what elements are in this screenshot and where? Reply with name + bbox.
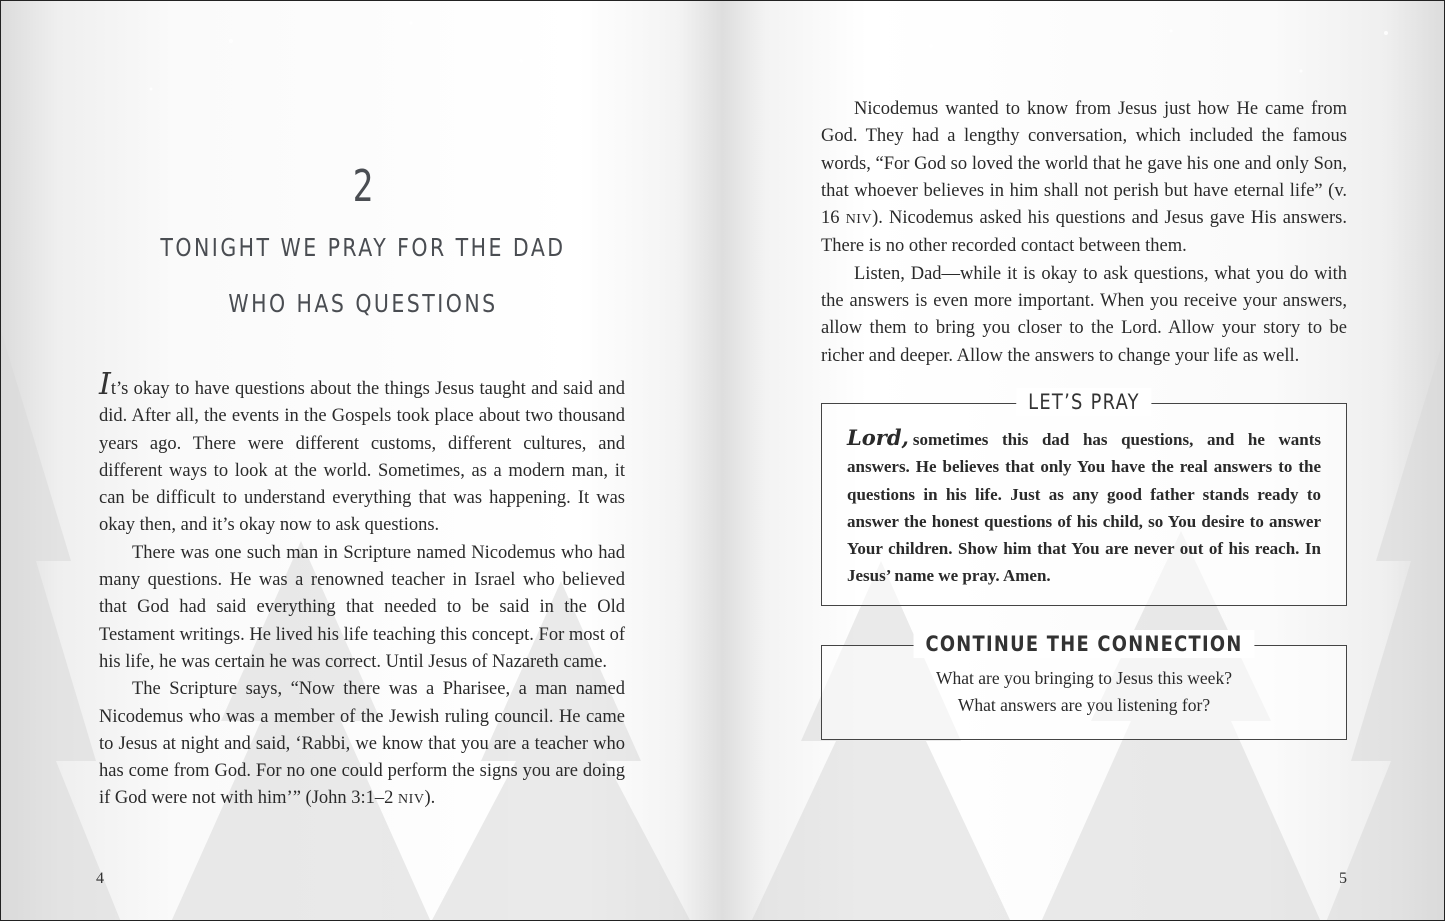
chapter-title-line-1: TONIGHT WE PRAY FOR THE DAD: [160, 233, 566, 262]
connection-question-2: What answers are you listening for?: [957, 695, 1211, 715]
paragraph-3-end: ).: [424, 788, 436, 809]
paragraph-1-text: t’s okay to have questions about the things Jesus taught and said and did. After all, the events in the Gospels took place about two thousand years ago. There were different customs, different cultures, and different ways to look at the world. Sometimes, as a modern man, it can be difficult to understand everything that was happening. It was okay then, and it’s okay now to ask questions.: [99, 379, 625, 536]
paragraph-1: [99, 367, 625, 540]
page-number-right: 5: [1339, 870, 1347, 887]
paragraph-3-text: The Scripture says, “Now there was a Pharisee, a man named Nicodemus who was a member of the Jewish ruling council. He came to Jesus at night and said, ‘Rabbi, we know that you are a teacher who has come from God. For no one could perform the signs you are doing if God were not with him’” (John 3:1–2: [99, 679, 625, 809]
page-number-left: 4: [96, 870, 104, 887]
paragraph-2: There was one such man in Scripture named Nicodemus who had many questions. He was a renowned teacher in Israel who believed that God had said everything that needed to be said in the Old Testament writings. He lived his life teaching this concept. For most of his life, he was certain he was correct. Until Jesus of Nazareth came.: [99, 542, 625, 672]
prayer-body: sometimes this dad has questions, and he wants answers. He believes that only You have the real answers to the questions in his life. Just as any good father stands ready to answer the honest questions of his child, so You desire to answer Your children. Show him that You are never out of his reach. In Jesus’ name we pray. Amen.: [847, 430, 1321, 586]
left-body-text: [99, 367, 625, 814]
lets-pray-box: [821, 390, 1347, 606]
bible-version: NIV: [845, 212, 873, 228]
chapter-title-line-2: WHO HAS QUESTIONS: [228, 289, 498, 318]
right-paragraph-1: [821, 96, 1347, 261]
chapter-number: 2: [352, 161, 374, 212]
right-paragraph-2: Listen, Dad—while it is okay to ask questions, what you do with the answers is even more important. When you receive your answers, allow them to bring you closer to the Lord. Allow your story to be richer and deeper. Allow the answers to change your life as well.: [821, 263, 1347, 366]
right-paragraph-1-text: Nicodemus wanted to know from Jesus just how He came from God. They had a lengthy conversation, which included the famous words, “For God so loved the world that he gave his one and only Son, that whoever believes in him shall not perish but have eternal life” (v. 16: [821, 99, 1347, 229]
lets-pray-heading: LET’S PRAY: [1016, 388, 1152, 416]
continue-connection-box: [821, 632, 1347, 740]
paragraph-3: [99, 676, 625, 813]
continue-connection-heading: CONTINUE THE CONNECTION: [914, 630, 1255, 658]
right-paragraph-1-end: ). Nicodemus asked his questions and Jesus gave His answers. There is no other recorded contact between them.: [821, 208, 1347, 257]
bible-version: NIV: [398, 792, 425, 808]
right-body-text: [821, 96, 1347, 370]
connection-question-1: What are you bringing to Jesus this week?: [936, 668, 1232, 688]
prayer-text: [847, 424, 1321, 590]
drop-cap: I: [99, 367, 111, 402]
prayer-lord: Lord,: [847, 425, 909, 450]
